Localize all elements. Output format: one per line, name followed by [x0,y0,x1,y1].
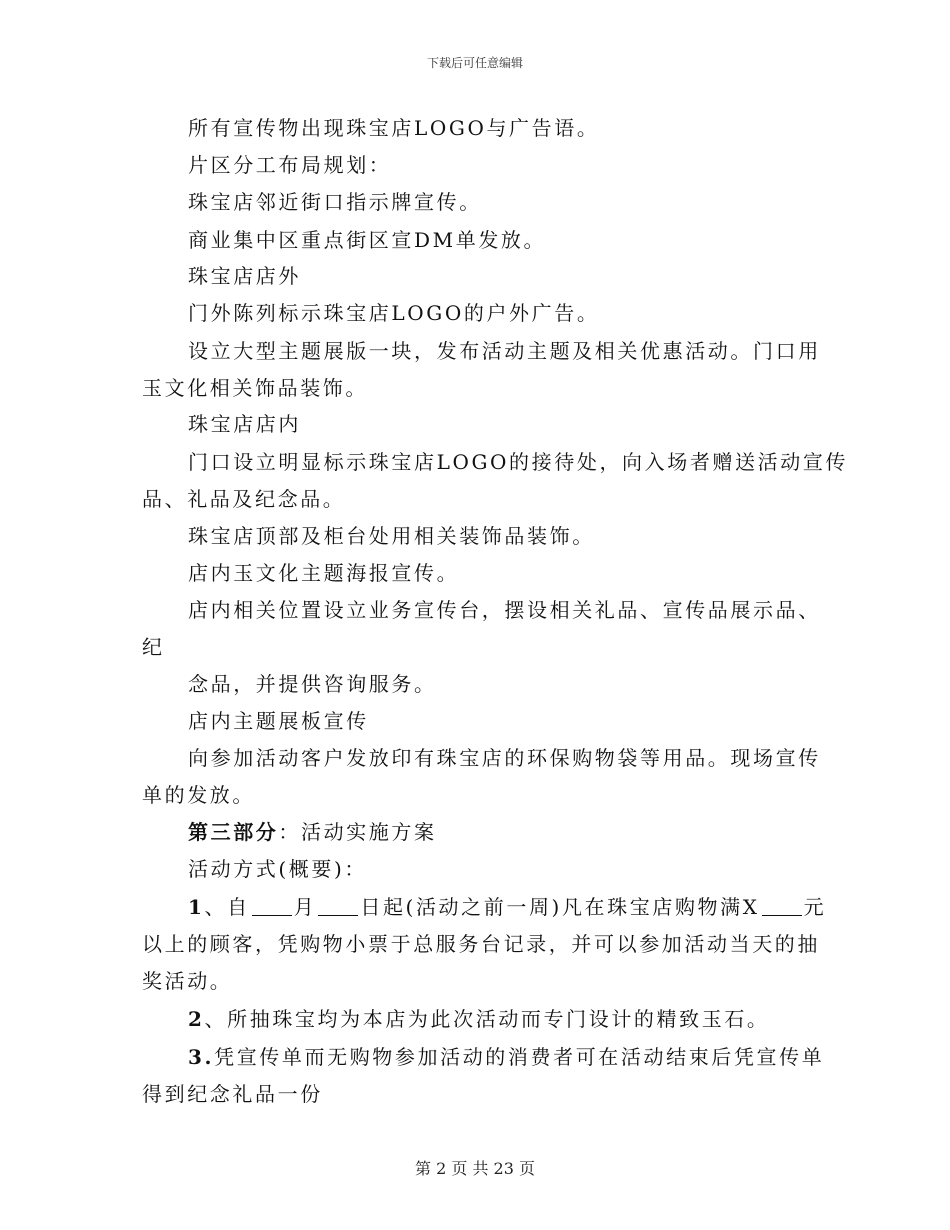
item-text: 日起(活动之前一周)凡在珠宝店购物满X [360,895,760,919]
paragraph-line: 念品，并提供咨询服务。 [188,672,437,696]
paragraph-line: 纪 [142,635,165,659]
item-number: 2 [188,1007,205,1031]
item-text: 元 [803,895,827,919]
paragraph-line: 玉文化相关饰品装饰。 [142,376,368,400]
paragraph-line: 商业集中区重点街区宣DM单发放。 [188,228,547,252]
item-text: 月 [293,895,317,919]
fill-blank [252,897,292,916]
paragraph-line: 门外陈列标示珠宝店LOGO的户外广告。 [188,301,600,325]
section-heading [188,818,437,846]
item-number: 1 [188,895,205,919]
paragraph-line: 门口设立明显标示珠宝店LOGO的接待处，向入场者赠送活动宣传 [188,450,849,474]
paragraph-line: 店内玉文化主题海报宣传。 [188,561,460,585]
method-heading: 活动方式(概要)： [188,857,368,881]
page-header: 下载后可任意编辑 [426,56,523,70]
paragraph-line: 得到纪念礼品一份 [142,1082,323,1106]
list-item-2 [188,1005,770,1033]
page-footer: 第 2 页 共 23 页 [415,1159,535,1178]
paragraph-line: 所有宣传物出现珠宝店LOGO与广告语。 [188,116,600,140]
item-number: 3. [188,1045,215,1069]
list-item-3 [188,1043,824,1071]
fill-blank [762,897,802,916]
paragraph-line: 珠宝店顶部及柜台处用相关装饰品装饰。 [188,524,595,548]
section-heading-rest: ：活动实施方案 [278,820,437,844]
item-text: 、自 [204,895,250,919]
paragraph-line: 奖活动。 [142,969,233,993]
paragraph-line: 店内主题展板宣传 [188,709,369,733]
item-text: 凭宣传单而无购物参加活动的消费者可在活动结束后凭宣传单 [214,1045,825,1069]
paragraph-line: 店内相关位置设立业务宣传台，摆设相关礼品、宣传品展示品、 [188,598,821,622]
paragraph-line: 珠宝店店内 [188,412,301,436]
paragraph-line: 珠宝店邻近街口指示牌宣传。 [188,190,482,214]
paragraph-line: 向参加活动客户发放印有珠宝店的环保购物袋等用品。现场宣传 [188,746,821,770]
paragraph-line: 珠宝店店外 [188,264,301,288]
list-item-1 [188,893,826,921]
item-text: 、所抽珠宝均为本店为此次活动而专门设计的精致玉石。 [204,1007,770,1031]
paragraph-line: 单的发放。 [142,783,255,807]
fill-blank [318,897,358,916]
paragraph-line: 设立大型主题展版一块，发布活动主题及相关优惠活动。门口用 [188,339,821,363]
paragraph-line: 以上的顾客，凭购物小票于总服务台记录，并可以参加活动当天的抽 [142,932,820,956]
paragraph-line: 片区分工布局规划： [188,153,392,177]
section-heading-bold: 第三部分 [188,820,279,844]
paragraph-line: 品、礼品及纪念品。 [142,487,346,511]
